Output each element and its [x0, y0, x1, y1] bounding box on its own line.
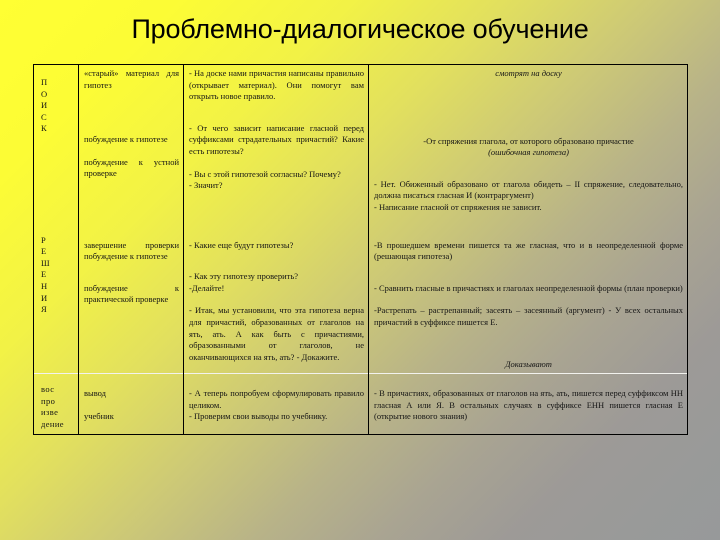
spacer	[374, 80, 683, 136]
stage-letter: вос	[41, 384, 55, 395]
answer-line: -Растрепать – растрепанный; засеять – засеянный (аргумент) - У всех остальных причастий в суффиксе пишется Е.	[374, 305, 683, 327]
spacer	[189, 377, 364, 388]
dialog-line: - На доске нами причастия написаны правильно (открывает материал). Они помогут вам открыть новое правило.	[189, 68, 364, 102]
spacer	[84, 263, 179, 283]
answer-cell-solution	[369, 217, 688, 374]
answer-line: - В причастиях, образованных от глаголов на ять, ать, пишется перед суффиксом НН гласная А или Я. В остальных случаях в суффиксе ЕНН пишется гласная Е (открытие нового знания)	[374, 388, 683, 422]
stage-letter: П	[41, 77, 48, 87]
table-row	[34, 65, 688, 217]
dialog-line: - Итак, мы установили, что эта гипотеза верна для причастий, образованных от глаголов на ять, ать. А как быть с причастиями, образованными от глаголов, не оканчивающихся на ять, ать? - Докажите.	[189, 305, 364, 362]
page-title: Проблемно-диалогическое обучение	[131, 14, 589, 44]
stage-letter: Е	[41, 246, 47, 257]
stage-letter: Р	[41, 234, 47, 245]
dialog-line: - От чего зависит написание гласной перед суффиксами страдательных причастий? Какие есть гипотезы?	[189, 122, 364, 156]
stage-letter: С	[41, 111, 48, 122]
spacer	[189, 251, 364, 271]
stage-letter: про	[41, 395, 56, 406]
answer-annotation: Доказывают	[505, 358, 552, 369]
stage-letter: О	[41, 88, 48, 99]
stage-label-reproduction	[34, 374, 79, 434]
spacer	[84, 91, 179, 134]
answer-cell-search	[369, 65, 688, 217]
method-cell-reproduction	[79, 374, 184, 434]
spacer	[84, 377, 179, 388]
answer-line: -От спряжения глагола, от которого образовано причастие	[423, 135, 634, 146]
dialog-line: - Как эту гипотезу проверить?	[189, 271, 298, 282]
dialog-line: - А теперь попробуем сформулировать правило целиком.	[189, 388, 364, 410]
spacer	[84, 146, 179, 157]
stage-letter: И	[41, 292, 48, 303]
spacer	[374, 220, 683, 240]
dialog-cell-search	[184, 65, 369, 217]
method-text: побуждение к практической проверке	[84, 282, 179, 305]
stage-letter: К	[41, 123, 48, 134]
spacer	[374, 263, 683, 283]
answer-line: - Написание гласной от спряжения не зависит.	[374, 201, 542, 212]
answer-line: смотрят на доску	[495, 68, 562, 78]
table-row	[34, 374, 688, 434]
answer-line: - Сравнить гласные в причастиях и глаголах неопределенной формы (план проверки)	[374, 282, 683, 293]
method-text: побуждение к гипотезе	[84, 134, 168, 145]
method-text: «старый» материал для гипотез	[84, 68, 179, 90]
method-text: завершение проверки побуждение к гипотезе	[84, 239, 179, 262]
stage-letter: Н	[41, 280, 48, 291]
spacer	[189, 294, 364, 305]
dialog-cell-reproduction	[184, 374, 369, 434]
method-text: вывод	[84, 388, 107, 399]
stage-letter: изве	[41, 407, 59, 418]
spacer	[374, 294, 683, 305]
answer-annotation: (ошибочная гипотеза)	[488, 147, 569, 158]
stage-letter: И	[41, 100, 48, 111]
dialog-line: - Значит?	[189, 180, 223, 191]
spacer	[189, 103, 364, 123]
spacer	[84, 220, 179, 240]
method-cell-solution	[79, 217, 184, 374]
spacer	[189, 220, 364, 240]
spacer	[374, 329, 683, 359]
spacer	[84, 400, 179, 411]
method-cell-search	[79, 65, 184, 217]
lesson-structure-table	[33, 64, 688, 435]
stage-letter: Ш	[41, 257, 50, 268]
answer-line: - Нет. Обиженный образовано от глагола обидеть – II спряжение, следовательно, должна писаться гласная И (контраргумент)	[374, 178, 683, 201]
dialog-line: - Вы с этой гипотезой согласны? Почему?	[189, 168, 341, 179]
answer-cell-reproduction	[369, 374, 688, 434]
stage-letter: Е	[41, 269, 47, 280]
answer-line: -В прошедшем времени пишется та же гласная, что и в неопределенной форме (решающая гипотеза)	[374, 239, 683, 262]
dialog-line: -Делайте!	[189, 282, 225, 293]
stage-label-search	[34, 65, 79, 217]
stage-letter: дение	[41, 418, 64, 429]
spacer	[374, 159, 683, 179]
dialog-line: - Какие еще будут гипотезы?	[189, 239, 294, 250]
spacer	[189, 158, 364, 169]
method-text: побуждение к устной проверке	[84, 156, 179, 179]
stage-label-solution	[34, 217, 79, 374]
table-row	[34, 217, 688, 374]
method-text: учебник	[84, 410, 114, 421]
dialog-cell-solution	[184, 217, 369, 374]
dialog-line: - Проверим свои выводы по учебнику.	[189, 411, 328, 422]
spacer	[374, 377, 683, 388]
stage-letter: Я	[41, 304, 48, 315]
